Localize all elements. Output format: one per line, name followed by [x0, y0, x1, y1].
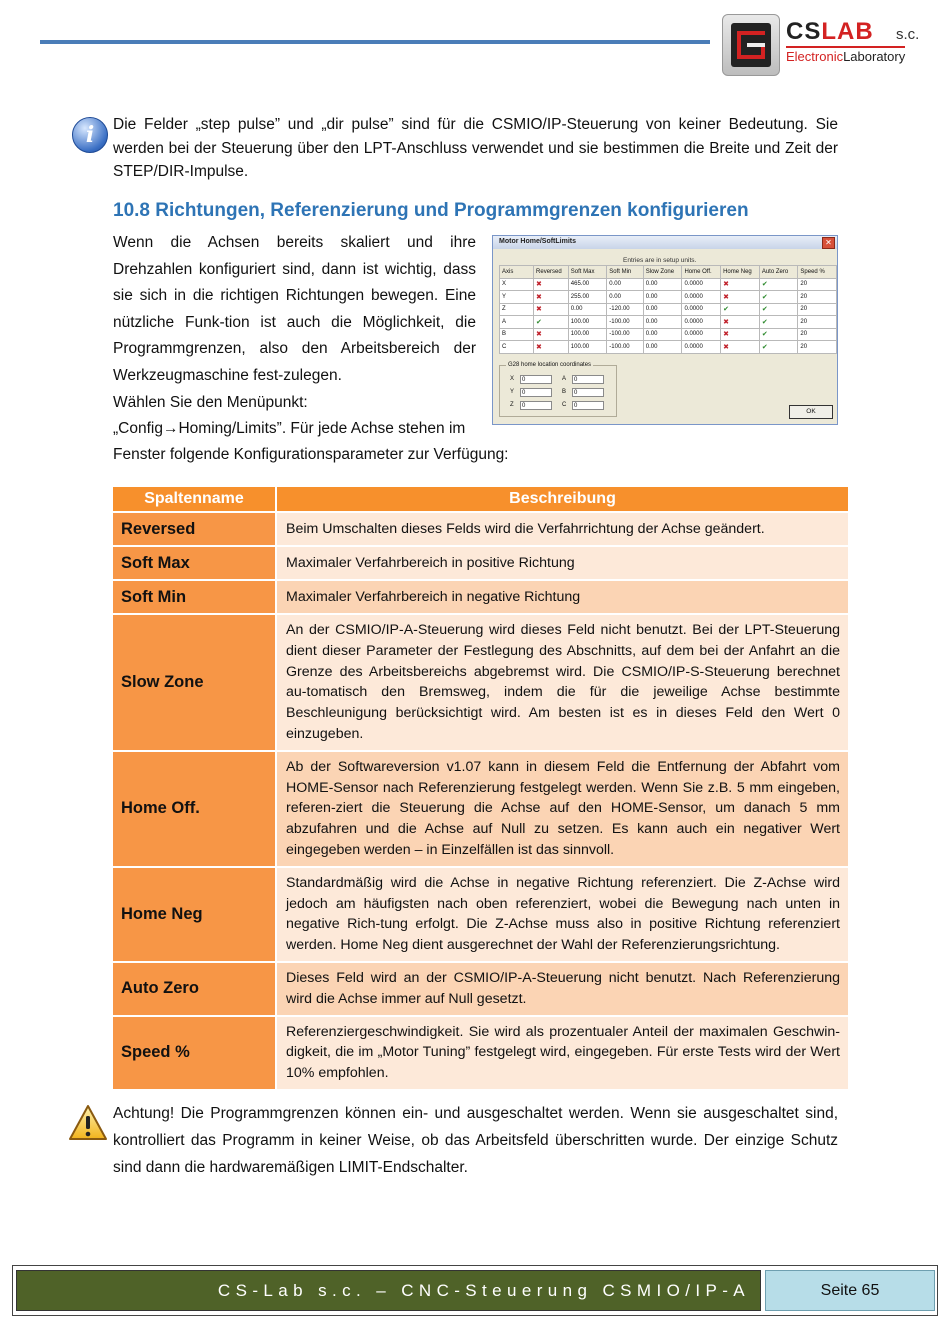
dialog-value-cell[interactable]: 20 — [798, 278, 837, 291]
menu-hint: Wählen Sie den Menüpunkt: — [113, 393, 308, 411]
g28-home-coordinates-group — [499, 362, 617, 417]
param-description: Beim Umschalten dieses Felds wird die Verfahrrichtung der Achse geändert. — [277, 511, 848, 545]
table-row — [113, 613, 848, 750]
dialog-value-cell[interactable]: 0.00 — [643, 341, 682, 354]
dialog-toggle-cell[interactable] — [721, 316, 760, 329]
g28-field-label: Z — [510, 402, 514, 408]
warning-text: Achtung! Die Programmgrenzen können ein- und ausgeschaltet werden. Wenn sie ausgeschaltet sind, kontrolliert das Programm in keiner Weise, ob das Arbeitsfeld überschritten wurde. Der einzige Schutz sind dann die hardwaremäßigen LIMIT-Endschalter. — [113, 1105, 838, 1176]
dialog-toggle-cell[interactable] — [534, 316, 569, 329]
table-row — [113, 511, 848, 545]
dialog-value-cell[interactable]: -100.00 — [607, 341, 643, 354]
dialog-axis-label: C — [500, 341, 534, 354]
dialog-axis-label: A — [500, 316, 534, 329]
g28-field-input[interactable]: 0 — [572, 388, 604, 397]
table-row — [113, 545, 848, 579]
param-description: An der CSMIO/IP-A-Steuerung wird dieses Feld nicht benutzt. Bei der LPT-Steuerung dient dieser Parameter der Festlegung des Abschnitts, auf dem bei der Anfahrt an die Grenze des Arbeitsbereichs abgebremst wird. Die CSMIO/IP-S-Steuerung berechnet au-tomatisch den Bremsweg, indem die für die jeweilige Achse bestimmte Beschleunigung berücksichtigt wird. Am besten ist es in dieses Feld den Wert 0 einzugeben. — [277, 613, 848, 750]
dialog-value-cell[interactable]: 20 — [798, 303, 837, 316]
dialog-value-cell[interactable]: 0.0000 — [682, 291, 721, 304]
check-icon[interactable]: ✔ — [761, 343, 768, 351]
param-name: Slow Zone — [113, 613, 277, 750]
section-intro — [113, 230, 476, 443]
dialog-value-cell[interactable]: 255.00 — [568, 291, 606, 304]
g28-field-label: C — [562, 402, 567, 408]
g28-field-label: B — [562, 389, 567, 395]
dialog-table-row — [500, 341, 837, 354]
table-row — [113, 579, 848, 613]
check-icon[interactable]: ✔ — [536, 318, 542, 326]
dialog-toggle-cell[interactable] — [759, 278, 798, 291]
column-header-name: Spaltenname — [113, 487, 277, 511]
cross-icon[interactable]: ✖ — [536, 331, 542, 339]
cross-icon[interactable]: ✖ — [536, 281, 542, 289]
dialog-axis-label: Z — [500, 303, 534, 316]
dialog-axis-label: Y — [500, 291, 534, 304]
dialog-toggle-cell[interactable] — [759, 341, 798, 354]
dialog-toggle-cell[interactable] — [534, 303, 569, 316]
dialog-value-cell[interactable]: 20 — [798, 291, 837, 304]
parameter-table — [113, 487, 848, 1089]
param-name: Soft Max — [113, 545, 277, 579]
dialog-value-cell[interactable]: 100.00 — [568, 328, 606, 341]
dialog-toggle-cell[interactable] — [721, 303, 760, 316]
param-name: Soft Min — [113, 579, 277, 613]
g28-field-label: X — [510, 376, 515, 382]
intro-text: Wenn die Achsen bereits skaliert und ihre Drehzahlen konfiguriert sind, dann ist wichtig, dass sie sich in die richtigen Richtungen bewegen. Eine nützliche Funk-tion ist auch die Möglichkeit, die Programmgrenzen, also den Arbeitsbereich der Werkzeugmaschine fest-zulegen. — [113, 234, 476, 384]
intro-tail: Fenster folgende Konfigurationsparameter zur Verfügung: — [113, 446, 509, 463]
dialog-value-cell[interactable]: 465.00 — [568, 278, 606, 291]
check-icon[interactable]: ✔ — [761, 331, 768, 339]
cross-icon[interactable]: ✖ — [536, 306, 542, 314]
dialog-axis-label: X — [500, 278, 534, 291]
dialog-value-cell[interactable]: 0.00 — [643, 303, 682, 316]
dialog-column-header: Home Off. — [682, 266, 721, 279]
dialog-value-cell[interactable]: 0.0000 — [682, 316, 721, 329]
dialog-value-cell[interactable]: 0.00 — [643, 291, 682, 304]
parameter-table-header — [113, 487, 848, 511]
dialog-value-cell[interactable]: 20 — [798, 328, 837, 341]
dialog-value-cell[interactable]: 0.0000 — [682, 303, 721, 316]
logo-suffix: s.c. — [896, 26, 920, 43]
table-row — [113, 961, 848, 1015]
dialog-table-header — [500, 266, 837, 279]
g28-field-input[interactable]: 0 — [520, 401, 552, 410]
param-name: Home Neg — [113, 866, 277, 961]
table-row — [113, 866, 848, 961]
dialog-column-header: Speed % — [798, 266, 837, 279]
cross-icon[interactable]: ✖ — [723, 331, 729, 339]
header-rule — [40, 40, 710, 44]
dialog-value-cell[interactable]: 0.0000 — [682, 328, 721, 341]
dialog-value-cell[interactable]: 0.00 — [643, 328, 682, 341]
check-icon[interactable]: ✔ — [723, 306, 729, 314]
param-name: Reversed — [113, 511, 277, 545]
dialog-value-cell[interactable]: -120.00 — [607, 303, 643, 316]
dialog-toggle-cell[interactable] — [534, 328, 569, 341]
dialog-axis-label: B — [500, 328, 534, 341]
g28-field — [510, 375, 560, 385]
cross-icon[interactable]: ✖ — [536, 293, 542, 301]
dialog-value-cell[interactable]: 0.00 — [607, 291, 643, 304]
dialog-value-cell[interactable]: 20 — [798, 316, 837, 329]
cs-lab-logo — [718, 12, 938, 82]
dialog-toggle-cell[interactable] — [721, 291, 760, 304]
g28-field-input[interactable]: 0 — [572, 401, 604, 410]
param-description: Maximaler Verfahrbereich in positive Richtung — [277, 545, 848, 579]
ok-button[interactable]: OK — [789, 405, 833, 419]
cross-icon[interactable]: ✖ — [723, 343, 729, 351]
dialog-toggle-cell[interactable] — [534, 291, 569, 304]
cross-icon[interactable]: ✖ — [723, 318, 729, 326]
param-description: Dieses Feld wird an der CSMIO/IP-A-Steuerung nicht benutzt. Nach Referenzierung wird die Achse immer auf Null gesetzt. — [277, 961, 848, 1015]
dialog-units-note: Entries are in setup units. — [623, 257, 697, 264]
close-icon[interactable]: ✕ — [822, 237, 835, 249]
dialog-toggle-cell[interactable] — [534, 278, 569, 291]
dialog-titlebar — [493, 236, 837, 249]
dialog-axis-table — [499, 265, 837, 354]
logo-brand: CSLAB — [786, 18, 874, 45]
logo-subtitle: ElectronicLaboratory — [786, 46, 905, 64]
dialog-value-cell[interactable]: 0.00 — [643, 278, 682, 291]
cross-icon[interactable]: ✖ — [723, 293, 729, 301]
dialog-column-header: Home Neg — [721, 266, 760, 279]
check-icon[interactable]: ✔ — [761, 281, 768, 289]
g28-field — [562, 401, 612, 411]
dialog-column-header: Soft Min — [607, 266, 643, 279]
dialog-value-cell[interactable]: 20 — [798, 341, 837, 354]
dialog-column-header: Axis — [500, 266, 534, 279]
dialog-value-cell[interactable]: 0.00 — [568, 303, 606, 316]
param-description: Referenziergeschwindigkeit. Sie wird als prozentualer Anteil der maximalen Geschwin-digkeit, die im „Motor Tuning” festgelegt wird, eingegeben. Für erste Tests wird der Wert 10% empfohlen. — [277, 1015, 848, 1089]
dialog-value-cell[interactable]: 0.00 — [643, 316, 682, 329]
check-icon[interactable]: ✔ — [761, 318, 768, 326]
dialog-column-header: Reversed — [534, 266, 569, 279]
dialog-value-cell[interactable]: 0.0000 — [682, 341, 721, 354]
dialog-table-row — [500, 291, 837, 304]
dialog-column-header: Soft Max — [568, 266, 606, 279]
section-heading: 10.8 Richtungen, Referenzierung und Programmgrenzen konfigurieren — [113, 200, 749, 221]
g28-field-input[interactable]: 0 — [520, 388, 552, 397]
dialog-value-cell[interactable]: 0.00 — [607, 278, 643, 291]
dialog-value-cell[interactable]: 100.00 — [568, 316, 606, 329]
cross-icon[interactable]: ✖ — [536, 343, 542, 351]
dialog-table-row — [500, 278, 837, 291]
dialog-table-row — [500, 303, 837, 316]
cross-icon[interactable]: ✖ — [723, 281, 729, 289]
param-name: Speed % — [113, 1015, 277, 1089]
g28-field-label: Y — [510, 389, 515, 395]
g28-field — [510, 401, 560, 411]
g28-field — [510, 388, 560, 398]
g28-field — [562, 375, 612, 385]
warning-icon — [68, 1104, 108, 1142]
dialog-toggle-cell[interactable] — [721, 328, 760, 341]
page-number: Seite 65 — [765, 1270, 935, 1311]
dialog-table-row — [500, 328, 837, 341]
dialog-value-cell[interactable]: 100.00 — [568, 341, 606, 354]
g28-field-input[interactable]: 0 — [572, 375, 604, 384]
dialog-toggle-cell[interactable] — [759, 316, 798, 329]
dialog-column-header: Slow Zone — [643, 266, 682, 279]
check-icon[interactable]: ✔ — [761, 293, 768, 301]
dialog-toggle-cell[interactable] — [721, 278, 760, 291]
dialog-value-cell[interactable]: -100.00 — [607, 316, 643, 329]
dialog-column-header: Auto Zero — [759, 266, 798, 279]
dialog-toggle-cell[interactable] — [721, 341, 760, 354]
dialog-title: Motor Home/SoftLimits — [499, 238, 576, 245]
param-name: Auto Zero — [113, 961, 277, 1015]
param-description: Ab der Softwareversion v1.07 kann in diesem Feld die Entfernung der Abfahrt vom HOME-Sensor nach Referenzierung festgelegt werden. Wenn Sie z.B. 5 mm eingeben, referen-ziert die Steuerung die Achse auf den HOME-Sensor, um danach 5 mm abzufahren und die Achse auf Null zu setzen. Es kann auch ein negativer Wert eingegeben werden – in Einzelfällen ist das sinnvoll. — [277, 750, 848, 866]
dialog-toggle-cell[interactable] — [759, 303, 798, 316]
param-description: Maximaler Verfahrbereich in negative Richtung — [277, 579, 848, 613]
dialog-value-cell[interactable]: 0.0000 — [682, 278, 721, 291]
g28-field-label: A — [562, 376, 567, 382]
g28-field-input[interactable]: 0 — [520, 375, 552, 384]
param-description: Standardmäßig wird die Achse in negative Richtung referenziert. Die Z-Achse wird jedoch am häufigsten nach oben referenziert, wobei die Bewegung nach unten in negative Rich-tung erfolgt. Die Z-Achse muss also in positive Richtung referenziert werden. Home Neg dient ausgerechnet der Wahl der Referenzierungsrichtung. — [277, 866, 848, 961]
dialog-toggle-cell[interactable] — [534, 341, 569, 354]
footer-title: CS-Lab s.c. – CNC-Steuerung CSMIO/IP-A — [16, 1270, 761, 1311]
dialog-table-row — [500, 316, 837, 329]
logo-mark-icon — [722, 14, 780, 76]
info-note-text: Die Felder „step pulse” und „dir pulse” sind für die CSMIO/IP-Steuerung von keiner Bedeutung. Sie werden bei der Steuerung über den LPT-Anschluss verwendet und sie bestimmen die Breite und Zeit der STEP/DIR-Impulse. — [113, 116, 838, 180]
check-icon[interactable]: ✔ — [761, 306, 768, 314]
g28-title: G28 home location coordinates — [508, 362, 592, 368]
dialog-toggle-cell[interactable] — [759, 291, 798, 304]
table-row — [113, 1015, 848, 1089]
dialog-value-cell[interactable]: -100.00 — [607, 328, 643, 341]
g28-field — [562, 388, 612, 398]
table-row — [113, 750, 848, 866]
motor-home-softlimits-dialog — [492, 235, 838, 425]
dialog-toggle-cell[interactable] — [759, 328, 798, 341]
info-icon: i — [72, 117, 108, 153]
column-header-description: Beschreibung — [277, 487, 848, 511]
menu-path: „Config→Homing/Limits”. Für jede Achse stehen im — [113, 420, 466, 438]
param-name: Home Off. — [113, 750, 277, 866]
